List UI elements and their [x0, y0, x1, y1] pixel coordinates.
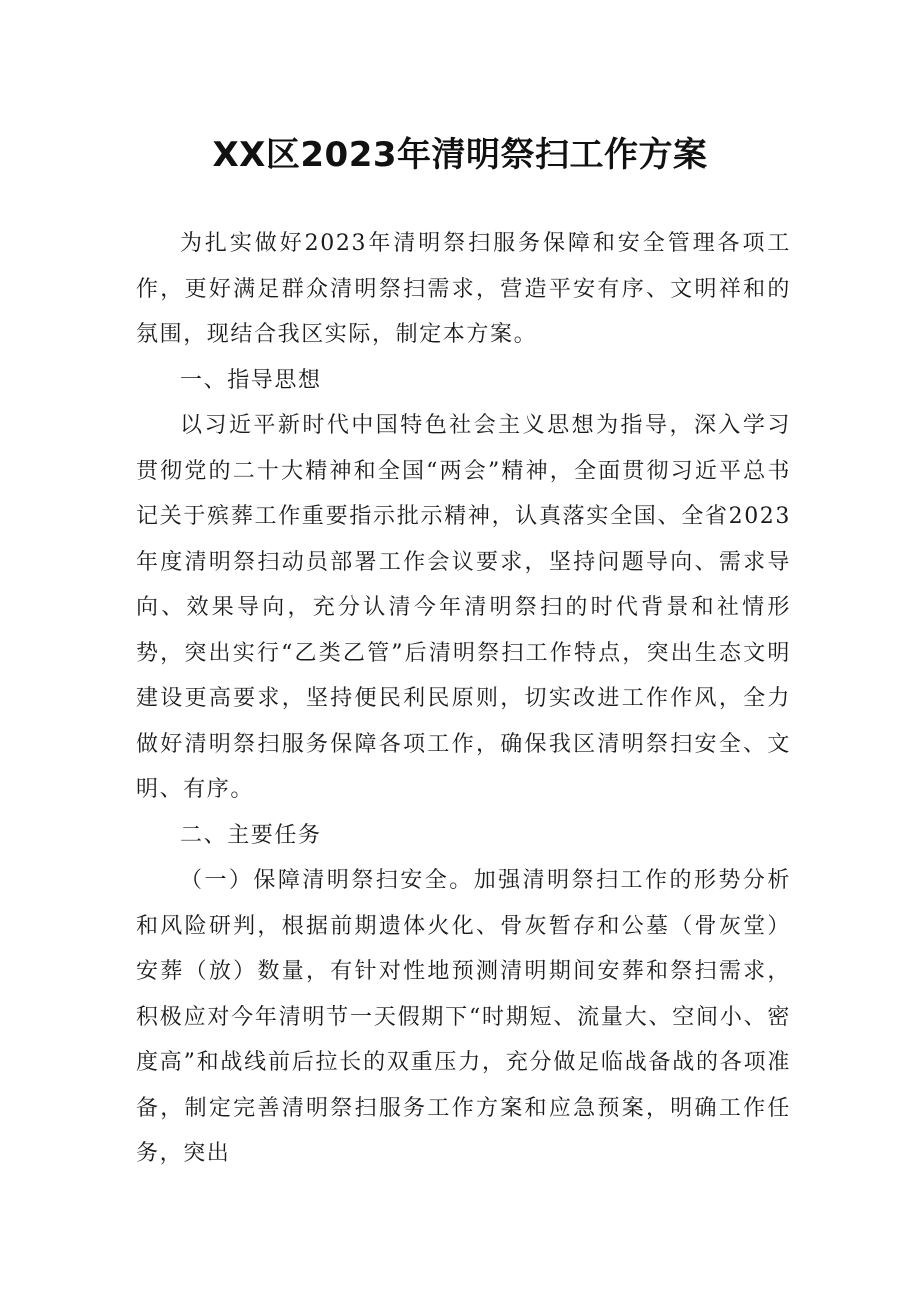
intro-paragraph: 为扎实做好2023年清明祭扫服务保障和安全管理各项工作，更好满足群众清明祭扫需求，营造平安有序、文明祥和的氛围，现结合我区实际，制定本方案。 — [136, 231, 791, 347]
section-heading-main-tasks: 二、主要任务 — [180, 822, 322, 848]
document-body — [136, 221, 791, 1177]
section-heading-guiding-ideology: 一、指导思想 — [180, 367, 322, 393]
main-tasks-paragraph-1: （一）保障清明祭扫安全。加强清明祭扫工作的形势分析和风险研判，根据前期遗体火化、骨灰暂存和公墓（骨灰堂）安葬（放）数量，有针对性地预测清明期间安葬和祭扫需求，积极应对今年清明节一天假期下“时期短、流量大、空间小、密度高”和战线前后拉长的双重压力，充分做足临战备战的各项准备，制定完善清明祭扫服务工作方案和应急预案，明确工作任务，突出 — [136, 868, 791, 1166]
document-title: XX区2023年清明祭扫工作方案 — [212, 135, 708, 175]
guiding-ideology-paragraph: 以习近平新时代中国特色社会主义思想为指导，深入学习贯彻党的二十大精神和全国“两会”精神，全面贯彻习近平总书记关于殡葬工作重要指示批示精神，认真落实全国、全省2023年度清明祭扫动员部署工作会议要求，坚持问题导向、需求导向、效果导向，充分认清今年清明祭扫的时代背景和社情形势，突出实行“乙类乙管”后清明祭扫工作特点，突出生态文明建设更高要求，坚持便民利民原则，切实改进工作作风，全力做好清明祭扫服务保障各项工作，确保我区清明祭扫安全、文明、有序。 — [136, 413, 791, 802]
